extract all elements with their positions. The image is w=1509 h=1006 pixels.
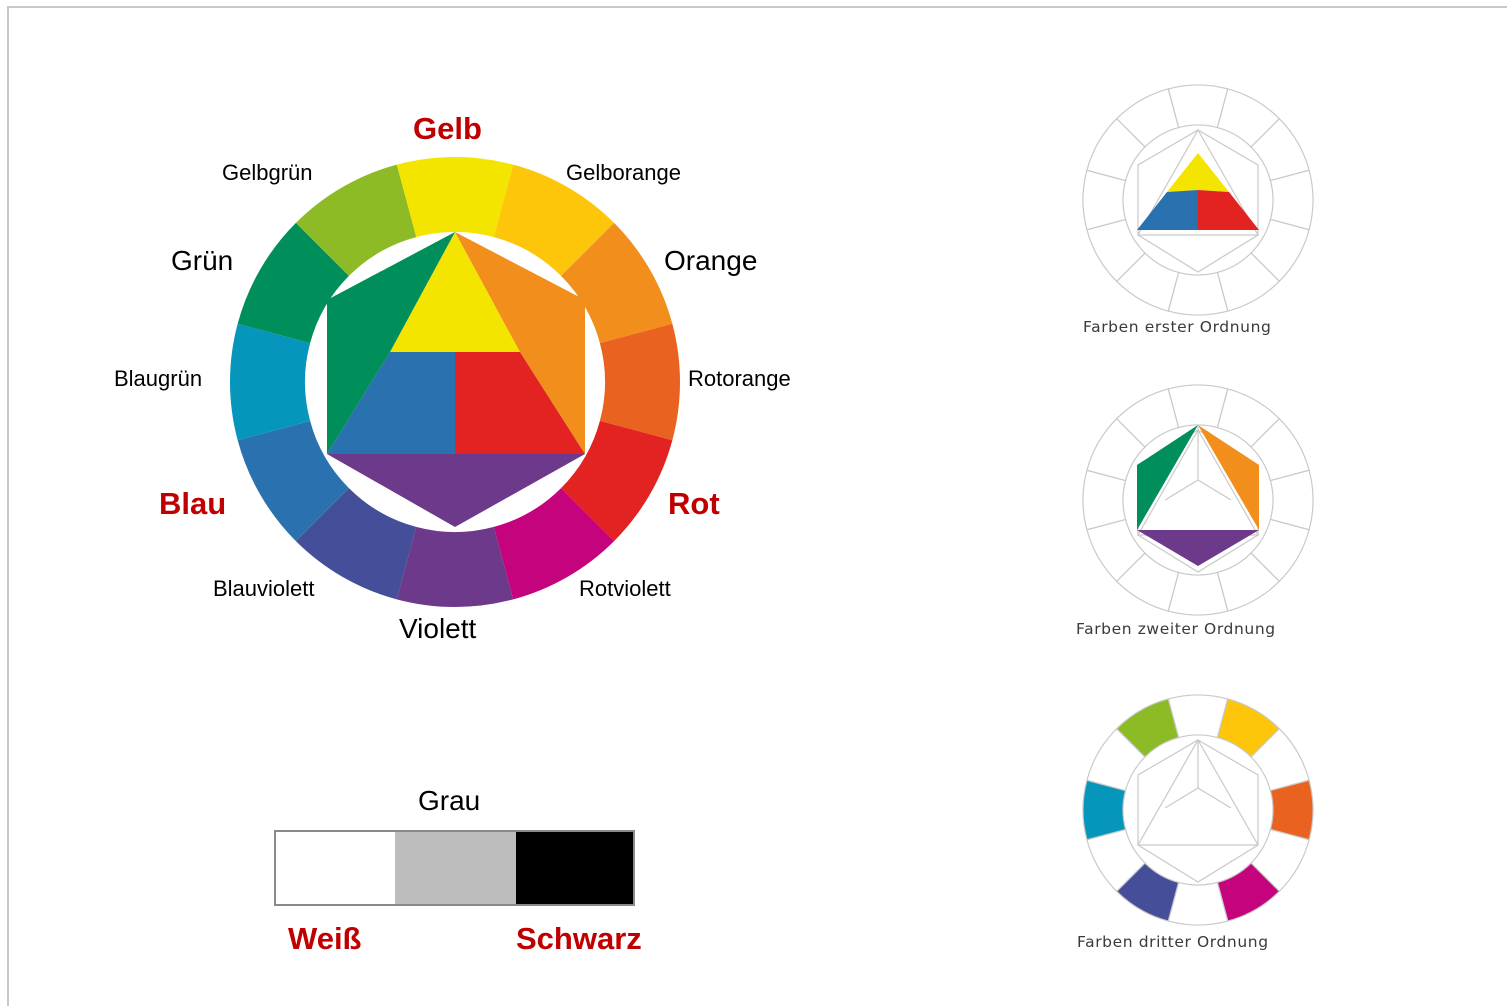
caption-second-order: Farben zweiter Ordnung [1076,620,1276,638]
label-rotviolett: Rotviolett [579,576,671,601]
label-schwarz: Schwarz [516,921,642,956]
label-rot: Rot [668,486,720,521]
thumb3-line-2 [1165,788,1198,808]
label-blaugruen: Blaugrün [114,366,203,391]
label-orange: Orange [664,245,758,276]
label-blau: Blau [159,486,227,521]
label-grau: Grau [418,785,481,816]
caption-third-order: Farben dritter Ordnung [1077,933,1269,951]
thumb3-line-3 [1198,788,1231,808]
label-gruen: Grün [171,245,234,276]
label-rotorange: Rotorange [688,366,791,391]
label-violett: Violett [399,613,477,644]
label-blauviolett: Blauviolett [213,576,315,601]
label-gelbgruen: Gelbgrün [222,160,313,185]
caption-first-order: Farben erster Ordnung [1083,318,1272,336]
label-weiss: Weiß [288,921,362,956]
label-gelb: Gelb [413,111,482,146]
label-gelborange: Gelborange [566,160,681,185]
